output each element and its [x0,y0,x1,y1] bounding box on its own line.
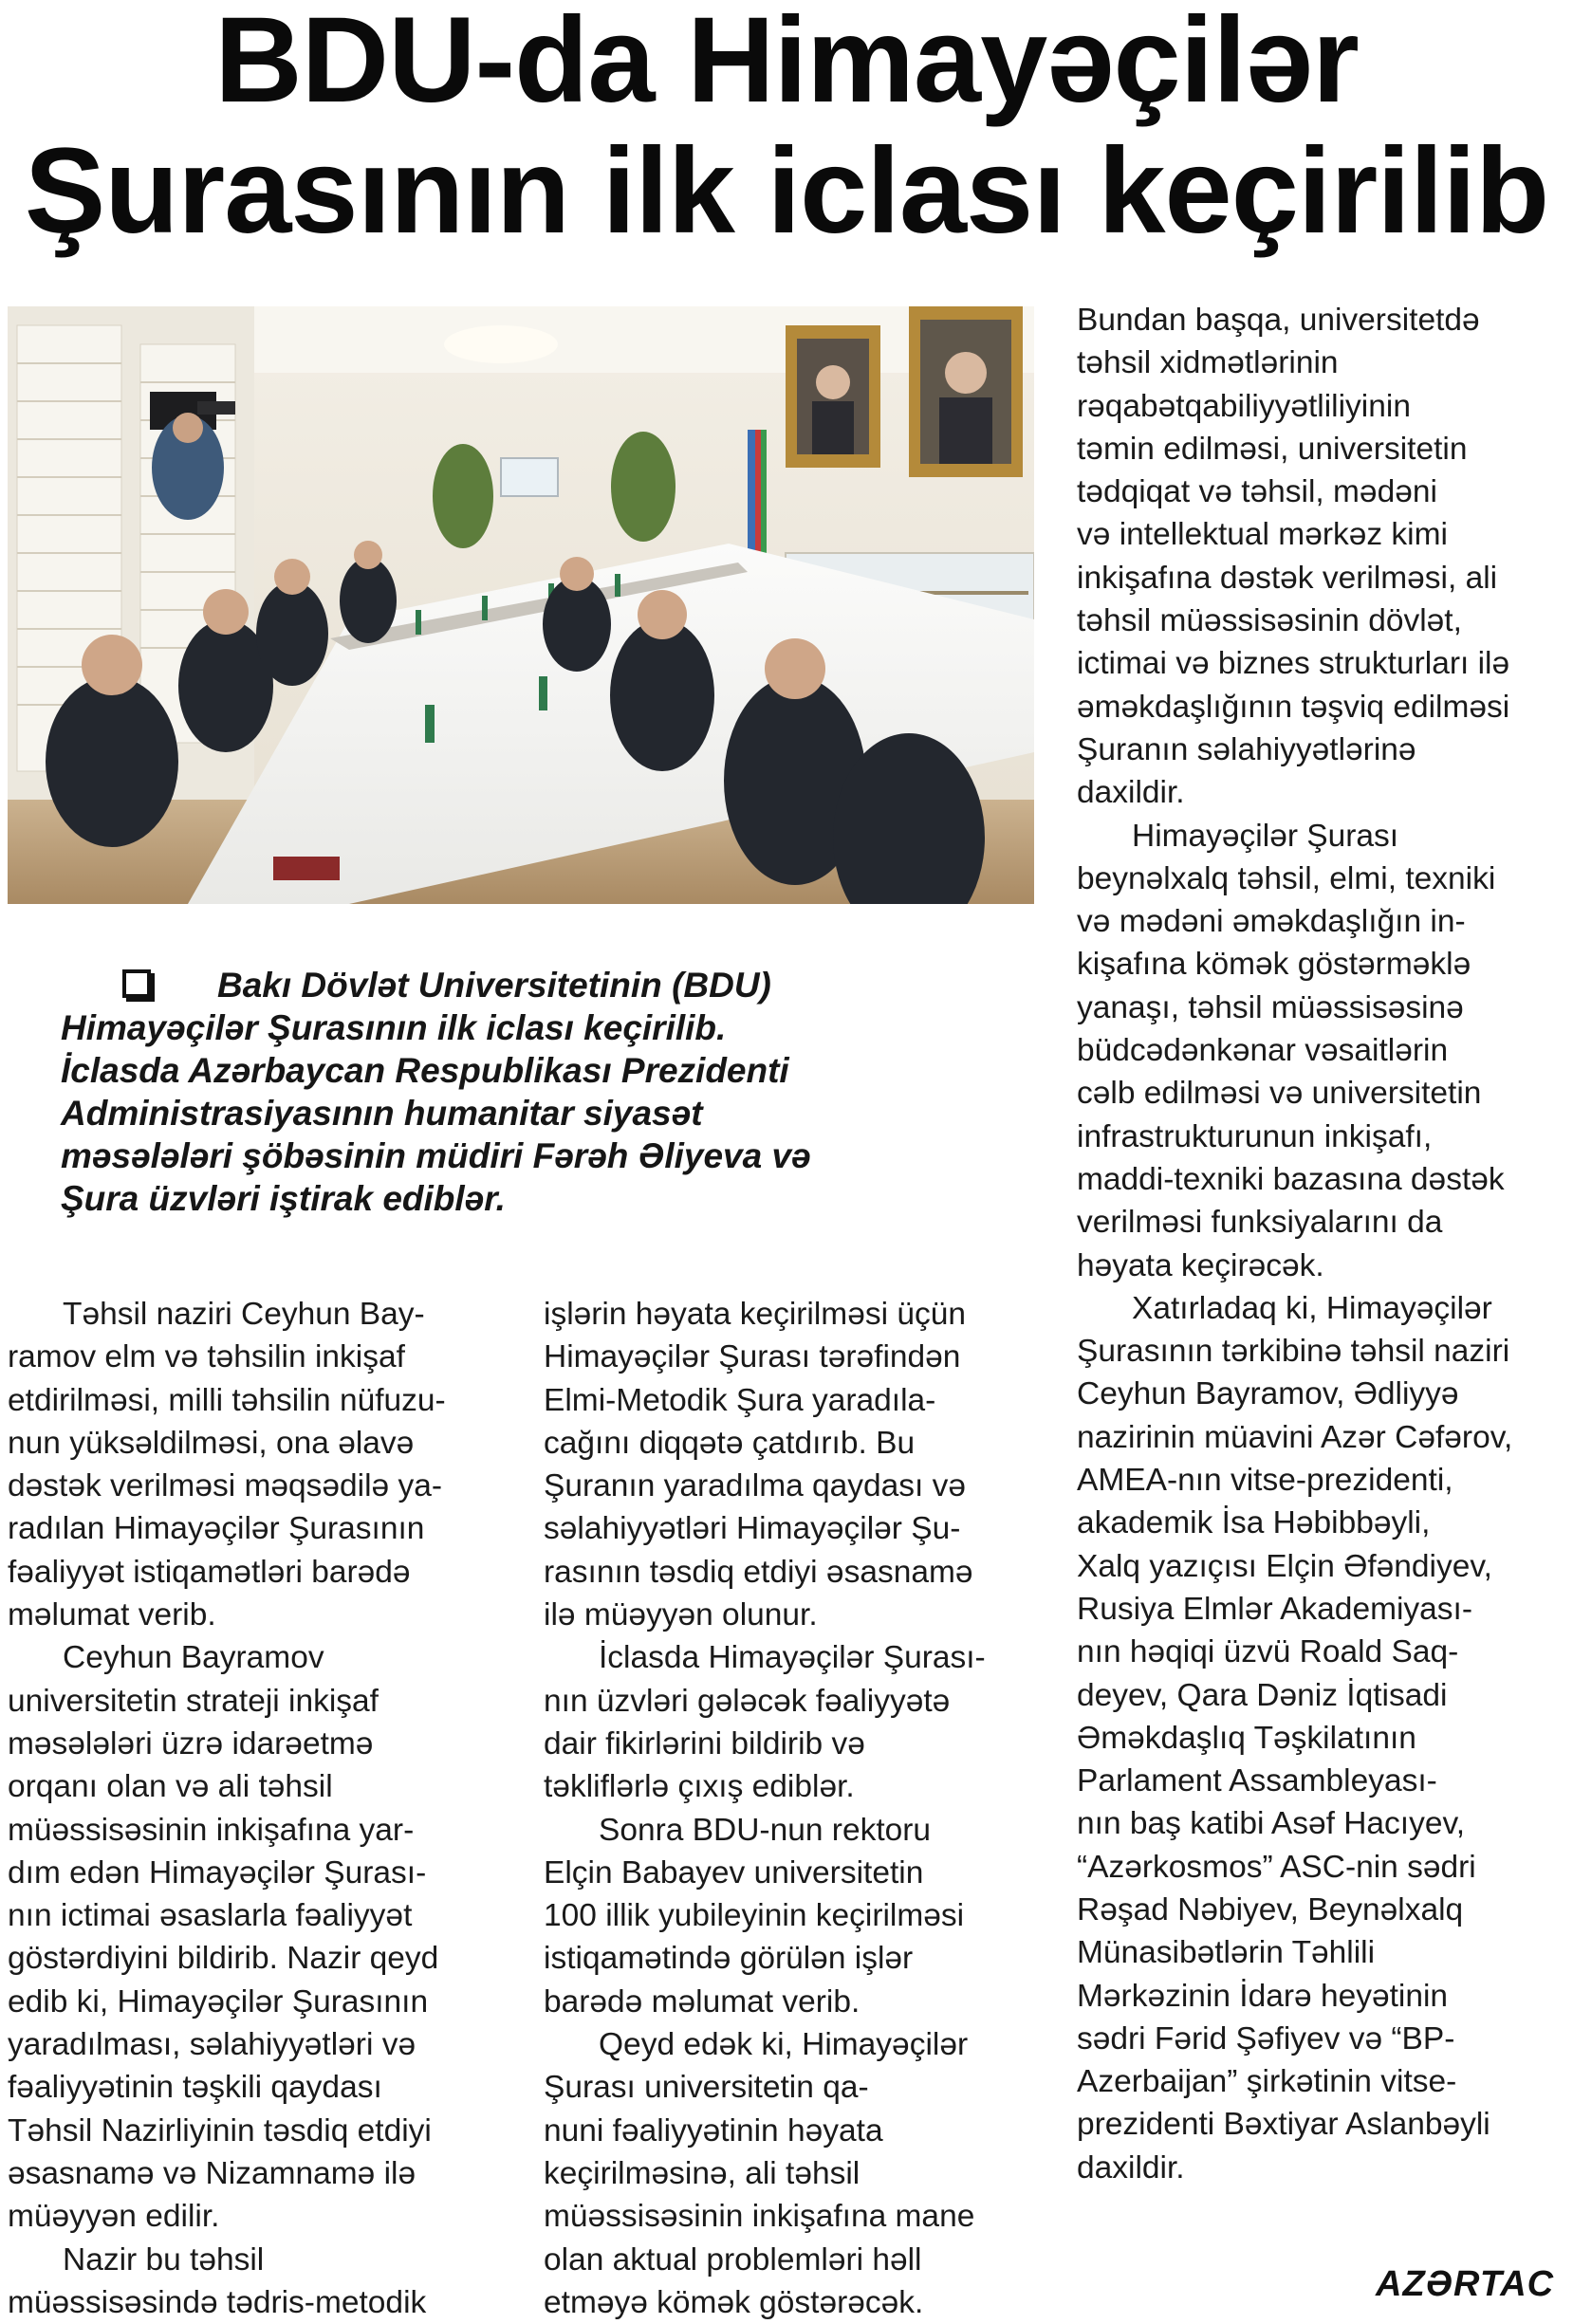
text-line: işlərin həyata keçirilməsi üçün [544,1297,966,1332]
text-line: infrastrukturunun inkişafı, [1077,1118,1433,1154]
text-line: Mərkəzinin İdarə heyətinin [1077,1978,1449,2014]
text-line: olan aktual problemləri həll [544,2241,922,2278]
text-line: tədqiqat və təhsil, mədəni [1077,474,1437,510]
lead-line: Administrasiyasının humanitar siyasət [61,1094,703,1133]
text-line: radılan Himayəçilər Şurasının [8,1511,425,1547]
text-line: göstərdiyini bildirib. Nazir qeyd [8,1941,439,1977]
text-line: nuni fəaliyyətinin həyata [544,2112,883,2149]
text-line: müəssisəsinin inkişafına yar- [8,1812,415,1848]
text-line: təhsil müəssisəsinin dövlət, [1077,603,1462,639]
text-line: Elmi-Metodik Şura yaradıla- [544,1382,936,1418]
text-line: Bundan başqa, universitetdə [1077,303,1480,338]
text-line: təkliflərlə çıxış ediblər. [544,1769,855,1805]
text-line: Şurası universitetin qa- [544,2070,869,2106]
text-line: yanaşı, təhsil müəssisəsinə [1077,989,1464,1025]
text-line: büdcədənkənar vəsaitlərin [1077,1033,1449,1069]
text-line: Rəşad Nəbiyev, Beynəlxalq [1077,1891,1464,1927]
text-line: Elçin Babayev universitetin [544,1854,924,1891]
text-line: Sonra BDU-nun rektoru [599,1812,932,1848]
text-line: ilə müəyyən olunur. [544,1597,818,1633]
article-column-1 [8,1293,501,2324]
text-line: Himayəçilər Şurası tərəfindən [544,1339,961,1375]
text-line: “Azərkosmos” ASC-nin sədri [1077,1849,1476,1885]
text-line: istiqamətində görülən işlər [544,1941,914,1977]
text-line: Himayəçilər Şurası [1132,818,1399,854]
text-line: və mədəni əməkdaşlığın in- [1077,904,1466,940]
text-line: Xalq yazıçısı Elçin Əfəndiyev, [1077,1548,1492,1584]
text-line: Parlament Assambleyası- [1077,1763,1437,1799]
text-line: orqanı olan və ali təhsil [8,1769,333,1805]
text-line: məsələləri üzrə idarəetmə [8,1725,374,1761]
text-line: yaradılması, səlahiyyətləri və [8,2027,416,2063]
text-line: keçirilməsinə, ali təhsil [544,2155,861,2191]
text-line: əməkdaşlığının təşviq edilməsi [1077,689,1510,725]
text-line: fəaliyyətinin təşkili qaydası [8,2070,382,2106]
headline-line-1: BDU-da Himayəçilər [214,0,1359,128]
text-line: dəstək verilməsi məqsədilə ya- [8,1468,443,1504]
text-line: prezidenti Bəxtiyar Aslanbəyli [1077,2107,1490,2143]
text-line: Xatırladaq ki, Himayəçilər [1132,1290,1492,1326]
text-line: Rusiya Elmlər Akademiyası- [1077,1591,1473,1627]
lead-line: Şura üzvləri iştirak ediblər. [61,1179,506,1218]
text-line: 100 illik yubileyinin keçirilməsi [544,1898,965,1934]
lead-paragraph [61,964,990,1220]
text-line: əsasnamə və Nizamnamə ilə [8,2155,416,2191]
text-line: barədə məlumat verib. [544,1983,861,2020]
headline-line-2: Şurasının ilk iclası keçirilib [24,123,1549,259]
text-line: Qeyd edək ki, Himayəçilər [599,2027,969,2063]
text-line: fəaliyyət istiqamətləri barədə [8,1554,411,1590]
meeting-room-photo [8,306,1034,904]
text-line: nın üzvləri gələcək fəaliyyətə [544,1683,951,1719]
text-line: İclasda Himayəçilər Şurası- [599,1640,986,1676]
text-line: Təhsil naziri Ceyhun Bay- [63,1297,425,1332]
text-line: Münasibətlərin Təhlili [1077,1935,1376,1971]
text-line: cağını diqqətə çatdırıb. Bu [544,1425,916,1461]
text-line: universitetin strateji inkişaf [8,1683,379,1719]
text-line: daxildir. [1077,2149,1185,2186]
text-line: səlahiyyətləri Himayəçilər Şu- [544,1511,961,1547]
lead-line: İclasda Azərbaycan Respublikası Prezidenti [61,1051,789,1090]
text-line: həyata keçirəcək. [1077,1247,1324,1283]
text-line: verilməsi funksiyalarını da [1077,1205,1443,1241]
text-line: Əməkdaşlıq Təşkilatının [1077,1720,1416,1756]
text-line: Ceyhun Bayramov [63,1640,324,1676]
text-line: maddi-texniki bazasına dəstək [1077,1161,1505,1197]
text-line: məlumat verib. [8,1597,216,1633]
text-line: beynəlxalq təhsil, elmi, texniki [1077,860,1496,896]
source-credit: AZƏRTAC [1376,2264,1555,2304]
text-line: rasının təsdiq etdiyi əsasnamə [544,1554,973,1590]
text-line: Şurasının tərkibinə təhsil naziri [1077,1334,1510,1370]
text-line: deyev, Qara Dəniz İqtisadi [1077,1677,1448,1713]
text-line: inkişafına dəstək verilməsi, ali [1077,560,1498,596]
article-column-3 [1077,299,1565,2189]
text-line: Azerbaijan” şirkətinin vitse- [1077,2064,1457,2100]
text-line: ramov elm və təhsilin inkişaf [8,1339,405,1375]
text-line: müəyyən edilir. [8,2199,220,2235]
text-line: sədri Fərid Şəfiyev və “BP- [1077,2020,1455,2057]
text-line: kişafına kömək göstərməklə [1077,947,1471,983]
lead-line: məsələləri şöbəsinin müdiri Fərəh Əliyeva və [61,1136,811,1175]
lead-line: Bakı Dövlət Universitetinin (BDU) [217,966,771,1005]
text-line: cəlb edilməsi və universitetin [1077,1076,1482,1112]
text-line: nın həqiqi üzvü Roald Saq- [1077,1634,1459,1670]
text-line: daxildir. [1077,775,1185,811]
text-line: müəssisəsində tədris-metodik [8,2284,427,2320]
text-line: nazirinin müavini Azər Cəfərov, [1077,1419,1513,1455]
text-line: etməyə kömək göstərəcək. [544,2284,924,2320]
text-line: Şuranın yaradılma qaydası və [544,1468,967,1504]
text-line: ictimai və biznes strukturları ilə [1077,646,1510,682]
text-line: dair fikirlərini bildirib və [544,1725,865,1761]
text-line: nın ictimai əsaslarla fəaliyyət [8,1898,413,1934]
text-line: Ceyhun Bayramov, Ədliyyə [1077,1376,1459,1412]
text-line: müəssisəsinin inkişafına mane [544,2199,975,2235]
text-line: Təhsil Nazirliyinin təsdiq etdiyi [8,2112,432,2149]
text-line: Nazir bu təhsil [63,2241,265,2278]
text-line: edib ki, Himayəçilər Şurasının [8,1983,429,2020]
text-line: nın baş katibi Asəf Hacıyev, [1077,1806,1466,1842]
text-line: rəqabətqabiliyyətliliyinin [1077,388,1411,424]
text-line: və intellektual mərkəz kimi [1077,517,1448,553]
text-line: akademik İsa Həbibbəyli, [1077,1505,1431,1541]
text-line: təhsil xidmətlərinin [1077,345,1339,381]
lead-line: Himayəçilər Şurasının ilk iclası keçirilib. [61,1008,727,1047]
text-line: AMEA-nın vitse-prezidenti, [1077,1463,1453,1499]
text-line: etdirilməsi, milli təhsilin nüfuzu- [8,1382,446,1418]
text-line: nun yüksəldilməsi, ona əlavə [8,1425,415,1461]
text-line: təmin edilməsi, universitetin [1077,431,1468,467]
text-line: Şuranın səlahiyyətlərinə [1077,731,1416,767]
text-line: dım edən Himayəçilər Şurası- [8,1854,427,1891]
article-column-2 [544,1293,1037,2324]
